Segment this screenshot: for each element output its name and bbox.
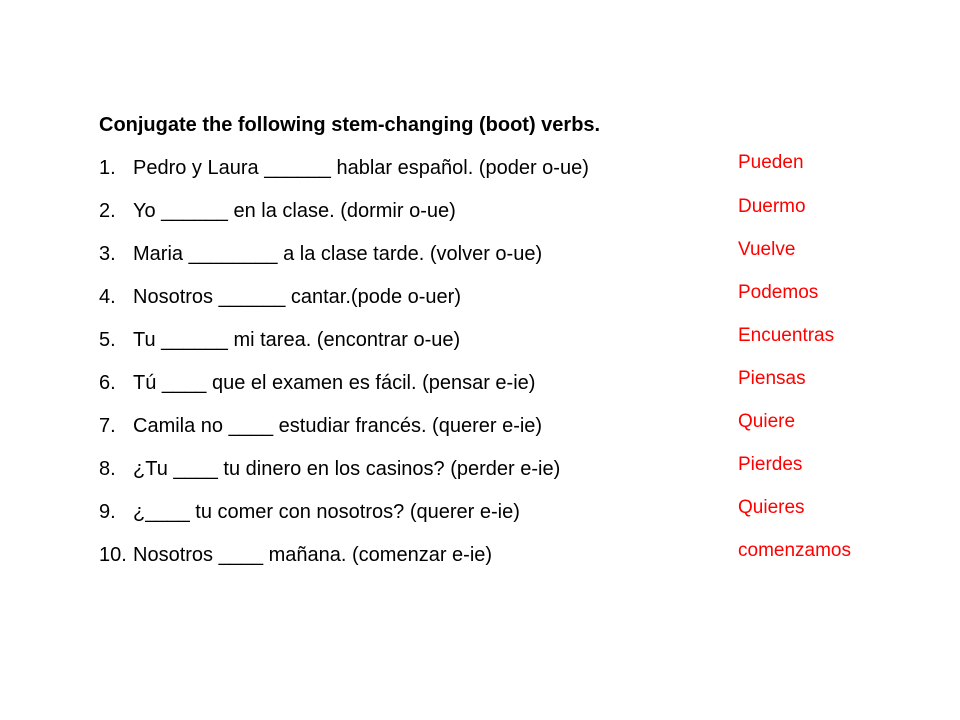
question-text: Tu ______ mi tarea. (encontrar o-ue) bbox=[133, 329, 461, 351]
question-number: 8. bbox=[99, 458, 116, 480]
question-number: 7. bbox=[99, 415, 116, 437]
answer-item: Encuentras bbox=[738, 325, 835, 346]
question-item bbox=[99, 283, 461, 311]
question-number: 9. bbox=[99, 501, 116, 523]
question-item bbox=[99, 154, 589, 182]
question-text: Pedro y Laura ______ hablar español. (poder o-ue) bbox=[133, 157, 589, 179]
question-number: 10. bbox=[99, 544, 127, 566]
question-text: Yo ______ en la clase. (dormir o-ue) bbox=[133, 200, 456, 222]
question-text: Nosotros ____ mañana. (comenzar e-ie) bbox=[133, 544, 493, 566]
question-number: 3. bbox=[99, 243, 116, 265]
question-item bbox=[99, 455, 560, 483]
question-number: 6. bbox=[99, 372, 116, 394]
question-item bbox=[99, 326, 460, 354]
question-number: 5. bbox=[99, 329, 116, 351]
question-text: Tú ____ que el examen es fácil. (pensar e-ie) bbox=[133, 372, 536, 394]
question-text: Maria ________ a la clase tarde. (volver o-ue) bbox=[133, 243, 543, 265]
question-text: Nosotros ______ cantar.(pode o-uer) bbox=[133, 286, 461, 308]
answer-item: Quiere bbox=[738, 411, 796, 432]
question-number: 2. bbox=[99, 200, 116, 222]
question-text: ¿____ tu comer con nosotros? (querer e-ie) bbox=[133, 501, 520, 523]
question-item bbox=[99, 541, 492, 569]
question-item bbox=[99, 498, 520, 526]
question-item bbox=[99, 240, 542, 268]
question-text: Camila no ____ estudiar francés. (querer e-ie) bbox=[133, 415, 543, 437]
worksheet-title: Conjugate the following stem-changing (boot) verbs. bbox=[99, 114, 601, 136]
answer-item: Pueden bbox=[738, 152, 804, 173]
answer-item: Duermo bbox=[738, 196, 806, 217]
question-number: 1. bbox=[99, 157, 116, 179]
question-item bbox=[99, 197, 456, 225]
question-item bbox=[99, 412, 542, 440]
answer-item: comenzamos bbox=[738, 540, 851, 561]
answer-item: Pierdes bbox=[738, 454, 803, 475]
question-item bbox=[99, 369, 535, 397]
answer-item: Vuelve bbox=[738, 239, 796, 260]
answer-item: Podemos bbox=[738, 282, 819, 303]
question-number: 4. bbox=[99, 286, 116, 308]
answer-item: Quieres bbox=[738, 497, 805, 518]
question-text: ¿Tu ____ tu dinero en los casinos? (perder e-ie) bbox=[133, 458, 561, 480]
answer-item: Piensas bbox=[738, 368, 806, 389]
